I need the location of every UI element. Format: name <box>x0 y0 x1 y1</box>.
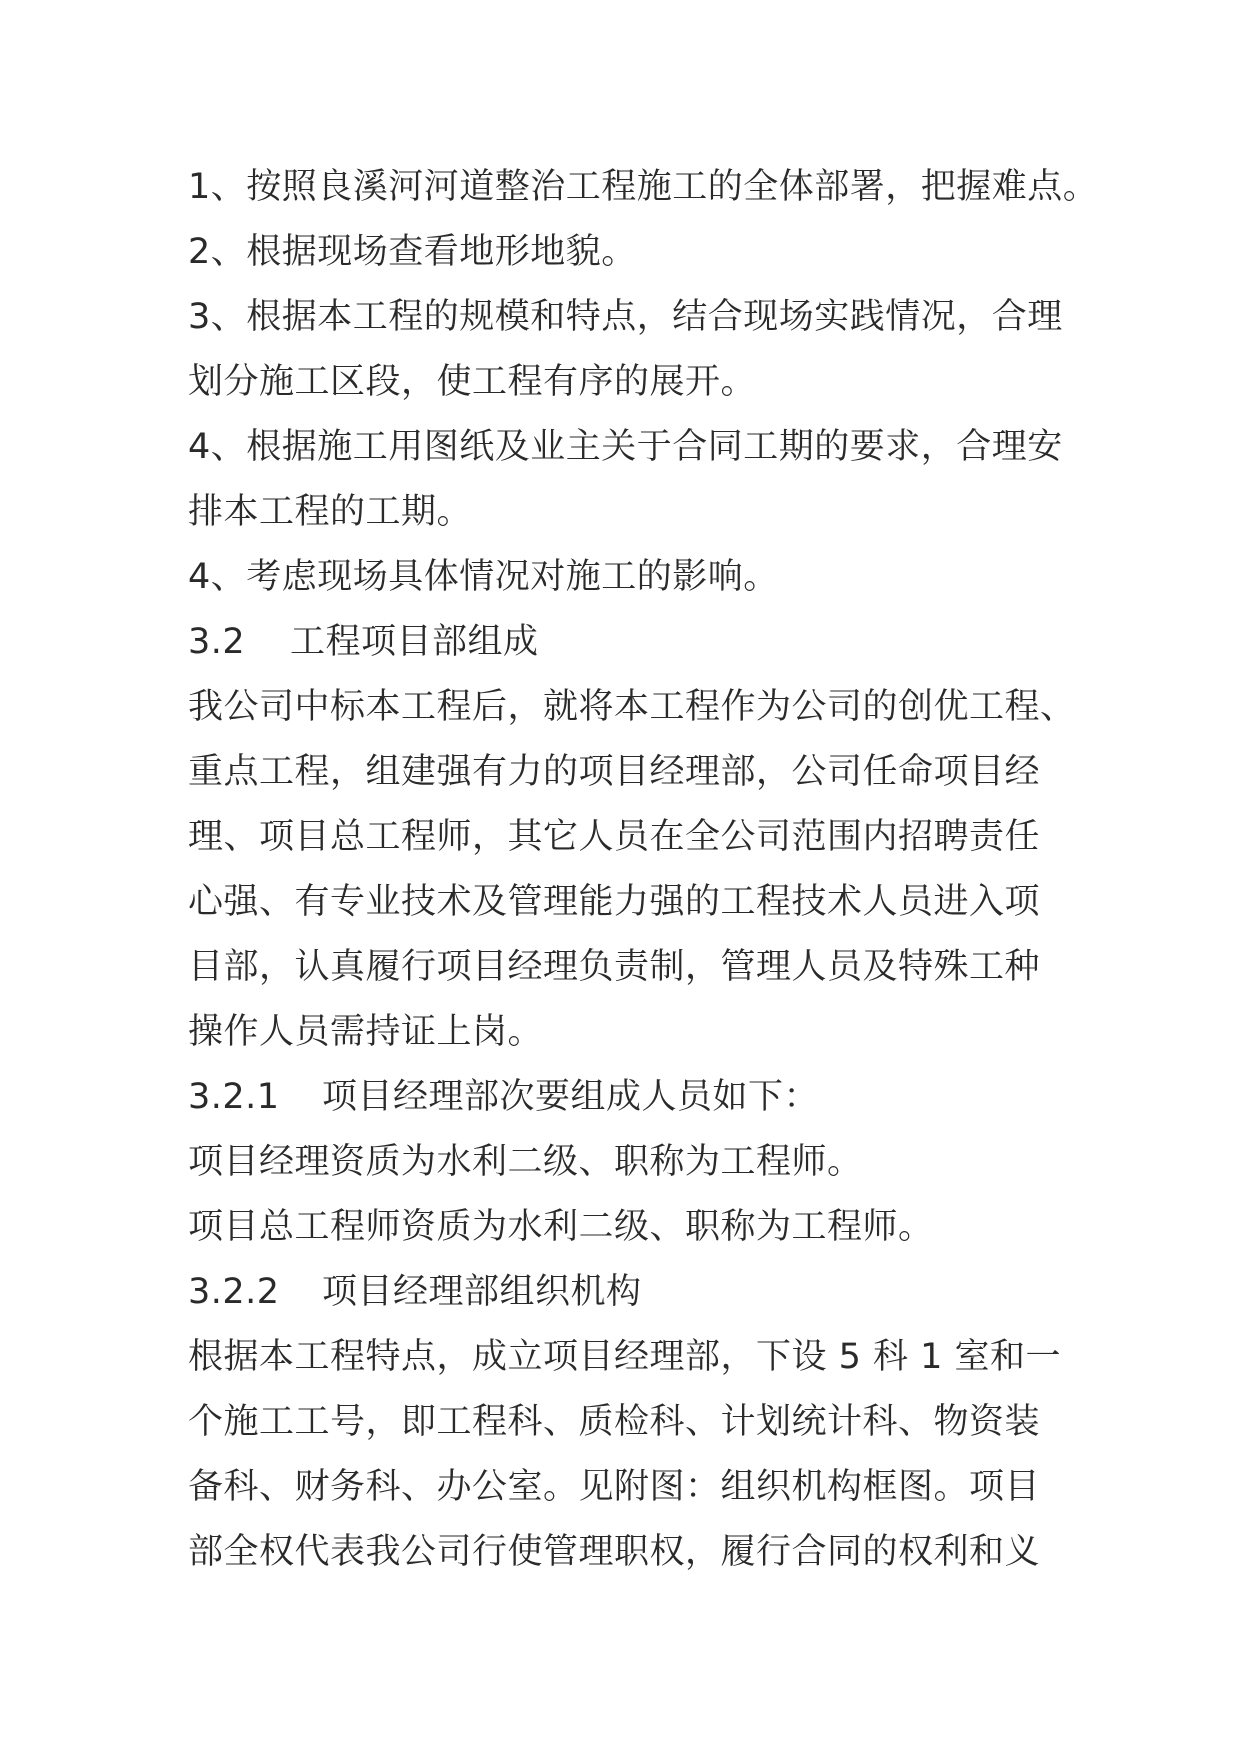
paragraph-line: 部全权代表我公司行使管理职权，履行合同的权利和义 <box>188 1532 1041 1572</box>
list-item: 4、考虑现场具体情况对施工的影响。 <box>188 557 779 597</box>
list-item: 4、根据施工用图纸及业主关于合同工期的要求，合理安 <box>188 427 1063 467</box>
section-title: 工程项目部组成 <box>290 622 539 662</box>
section-heading-3-2-2 <box>188 1260 1068 1325</box>
section-number: 3.2 <box>188 622 246 662</box>
list-item: 1、按照良溪河河道整治工程施工的全体部署，把握难点。 <box>188 167 1099 207</box>
paragraph-line: 备科、财务科、办公室。见附图：组织机构框图。项目 <box>188 1467 1041 1507</box>
list-item: 3、根据本工程的规模和特点，结合现场实践情况，合理 <box>188 297 1063 337</box>
section-title: 项目经理部次要组成人员如下： <box>322 1077 820 1117</box>
paragraph-line: 项目总工程师资质为水利二级、职称为工程师。 <box>188 1207 934 1247</box>
section-title: 项目经理部组织机构 <box>322 1272 642 1312</box>
section-heading-3-2 <box>188 610 1068 675</box>
list-item-continuation: 排本工程的工期。 <box>188 492 473 532</box>
paragraph-line: 根据本工程特点，成立项目经理部，下设 5 科 1 室和一 <box>188 1337 1062 1377</box>
paragraph-line: 操作人员需持证上岗。 <box>188 1012 544 1052</box>
section-heading-3-2-1 <box>188 1065 1068 1130</box>
list-item-continuation: 划分施工区段，使工程有序的展开。 <box>188 362 757 402</box>
paragraph-line: 理、项目总工程师，其它人员在全公司范围内招聘责任 <box>188 817 1041 857</box>
paragraph-line: 个施工工号，即工程科、质检科、计划统计科、物资装 <box>188 1402 1041 1442</box>
section-number: 3.2.1 <box>188 1077 280 1117</box>
paragraph-line: 重点工程，组建强有力的项目经理部，公司任命项目经 <box>188 752 1041 792</box>
section-number: 3.2.2 <box>188 1272 280 1312</box>
paragraph-line: 我公司中标本工程后，就将本工程作为公司的创优工程、 <box>188 687 1076 727</box>
paragraph-line: 项目经理资质为水利二级、职称为工程师。 <box>188 1142 863 1182</box>
list-item: 2、根据现场查看地形地貌。 <box>188 232 637 272</box>
paragraph-line: 目部，认真履行项目经理负责制，管理人员及特殊工种 <box>188 947 1041 987</box>
paragraph-line: 心强、有专业技术及管理能力强的工程技术人员进入项 <box>188 882 1041 922</box>
document-body <box>188 155 1099 1585</box>
